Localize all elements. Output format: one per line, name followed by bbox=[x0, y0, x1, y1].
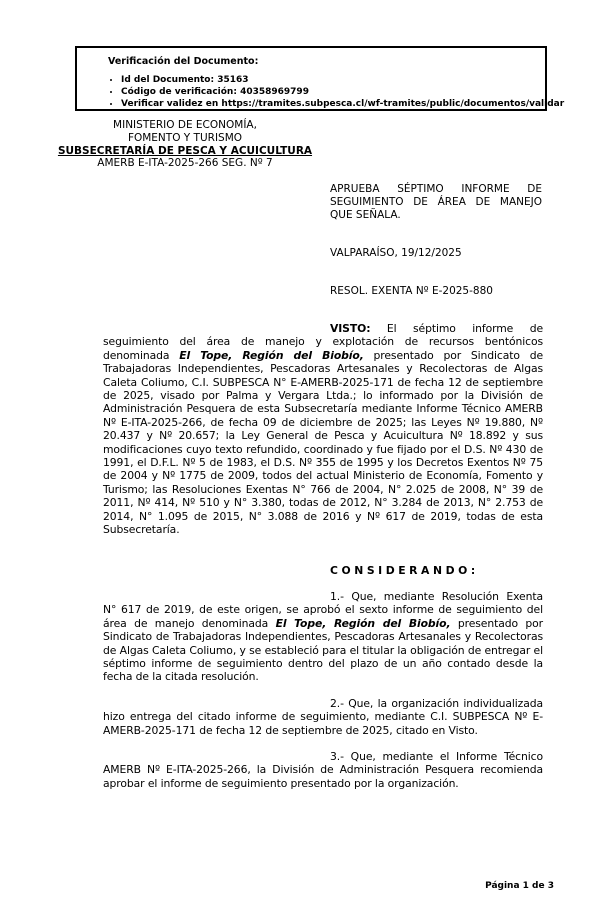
visto-text-pre: El séptimo informe de seguimiento del área de manejo y explotación de recursos bentónicos denominada bbox=[103, 322, 543, 362]
resolution-body bbox=[103, 322, 543, 790]
verification-item-code: • Código de verificación: 40358969799 bbox=[121, 86, 537, 98]
page-number: Página 1 de 3 bbox=[485, 881, 554, 891]
considerando-1-area-name: El Tope, Región del Biobío, bbox=[275, 616, 451, 630]
verification-item-document-id: • Id del Documento: 35163 bbox=[121, 74, 537, 86]
visto-area-name: El Tope, Región del Biobío, bbox=[179, 348, 364, 362]
resolution-number: RESOL. EXENTA Nº E-2025-880 bbox=[330, 285, 493, 297]
letterhead bbox=[52, 119, 318, 170]
considerando-item-3: 3.- Que, mediante el Informe Técnico AMERB Nº E-ITA-2025-266, la División de Administración Pesquera recomienda aprobar el informe de seguimiento presentado por la organización. bbox=[103, 749, 543, 790]
considerando-1-pre: 1.- Que, mediante Resolución Exenta N° 617 de 2019, de este origen, se aprobó el sexto informe de seguimiento del área de manejo denominada bbox=[103, 589, 543, 630]
considerando-item-1 bbox=[103, 590, 543, 684]
visto-paragraph bbox=[103, 322, 543, 537]
ministry-line-2: FOMENTO Y TURISMO bbox=[127, 131, 243, 144]
considerando-item-2: 2.- Que, la organización individualizada hizo entrega del citado informe de seguimiento, mediante C.I. SUBPESCA Nº E-AMERB-2025-171 de fecha 12 de septiembre de 2025, citado en Visto. bbox=[103, 696, 543, 737]
verification-list bbox=[108, 74, 565, 110]
visto-text-post: presentado por Sindicato de Trabajadoras Independientes, Pescadoras Artesanales y Recolectoras de Algas Caleta Coliumo, C.I. SUBPESCA N° E-AMERB-2025-171 de fecha 12 de septiembre de 2025, visado por Palma y Vergara Ltda.; lo informado por la División de Administración Pesquera de esta Subsecretaría mediante Informe Técnico AMERB Nº E-ITA-2025-266, de fecha 09 de diciembre de 2025; las Leyes Nº 19.880, Nº 20.437 y Nº 20.657; la Ley General de Pesca y Acuicultura Nº 18.892 y sus modificaciones cuyo texto refundido, coordinado y fue fijado por el D.S. Nº 430 de 1991, el D.F.L. Nº 5 de 1983, el D.S. Nº 355 de 1995 y los Decretos Exentos Nº 75 de 2004 y Nº 1775 de 2009, todos del actual Ministerio de Economía, Fomento y Turismo; las Resoluciones Exentas N° 766 de 2004, N° 2.025 de 2008, N° 39 de 2011, Nº 414, Nº 510 y N° 3.380, todas de 2012, N° 3.284 de 2013, N° 2.753 de 2014, N° 1.095 de 2015, N° 3.088 de 2016 y Nº 617 de 2019, todas de esta Subsecretaría. bbox=[103, 348, 543, 537]
verification-box bbox=[75, 46, 565, 111]
file-reference: AMERB E-ITA-2025-266 SEG. Nº 7 bbox=[97, 157, 273, 170]
verification-item-url: • Verificar validez en https://tramites.subpesca.cl/wf-tramites/public/documentos/validar bbox=[121, 98, 537, 110]
visto-label: VISTO: bbox=[330, 322, 371, 335]
ministry-line-1: MINISTERIO DE ECONOMÍA, bbox=[113, 119, 257, 131]
resolution-subject: APRUEBA SÉPTIMO INFORME DE SEGUIMIENTO DE ÁREA DE MANEJO QUE SEÑALA. bbox=[330, 183, 542, 221]
considerando-heading: C O N S I D E R A N D O : bbox=[330, 563, 476, 577]
title-block bbox=[330, 183, 542, 298]
subsecretaria-title: SUBSECRETARÍA DE PESCA Y ACUICULTURA bbox=[57, 144, 313, 157]
verification-title: Verificación del Documento: bbox=[108, 56, 259, 67]
place-and-date: VALPARAÍSO, 19/12/2025 bbox=[330, 247, 462, 259]
considerando-1-post: presentado por Sindicato de Trabajadoras Independientes, Pescadoras Artesanales y Recolectoras de Algas Caleta Coliumo, y se estableció para el titular la obligación de entregar el séptimo informe de seguimiento dentro del plazo de un año contado desde la fecha de la citada resolución. bbox=[103, 616, 543, 684]
